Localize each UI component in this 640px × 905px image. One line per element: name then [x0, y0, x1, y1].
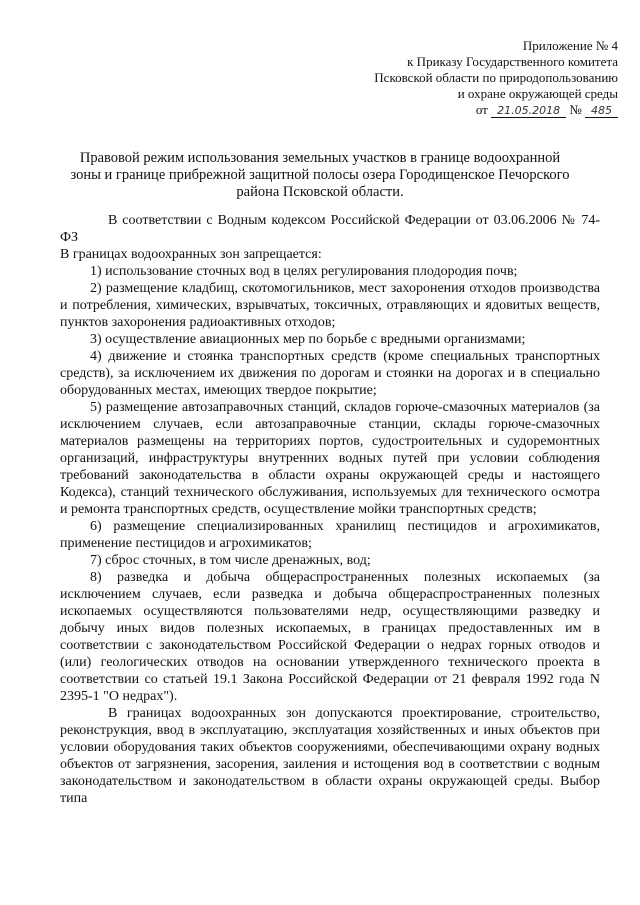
list-item: 7) сброс сточных, в том числе дренажных, вод; — [90, 553, 371, 568]
document-title: Правовой режим использования земельных участков в границе водоохранной зоны и границе прибрежной защитной полосы озера Городищенское Печорского района Псковской области. — [70, 150, 570, 200]
handwritten-date: 21.05.2018 — [491, 105, 566, 118]
list-item: 1) использование сточных вод в целях регулирования плодородия почв; — [90, 264, 518, 279]
number-prefix: № — [569, 102, 582, 117]
annex-number: Приложение № 4 — [522, 38, 618, 53]
list-item: 6) размещение специализированных хранилищ пестицидов и агрохимикатов, применение пестицидов и агрохимикатов; — [60, 519, 600, 551]
list-item: 2) размещение кладбищ, скотомогильников, мест захоронения отходов производства и потребления, химических, взрывчатых, токсичных, отравляющих и ядовитых веществ, пунктов захоронения радиоактивных отходов; — [60, 281, 600, 330]
annex-committee: Псковской области по природопользованию — [374, 70, 618, 85]
list-item: 5) размещение автозаправочных станций, складов горюче-смазочных материалов (за исключением случаев, если автозаправочные станции, склады горюче-смазочных материалов размещены на территориях портов, судостроительных и судоремонтных организаций, инфраструктуры внутренних водных путей при условии соблюдения требований законодательства в области охраны окружающей среды и настоящего Кодекса), станций технического обслуживания, используемых для технического осмотра и ремонта транспортных средств, осуществление мойки транспортных средств; — [60, 400, 600, 517]
date-prefix: от — [475, 102, 488, 117]
list-item: 8) разведка и добыча общераспространенных полезных ископаемых (за исключением случаев, если разведка и добыча общераспространенных полезных ископаемых осуществляются пользователями недр, осуществляющими разведку и добычу иных видов полезных ископаемых, в границах предоставленных им в соответствии с законодательством Российской Федерации о недрах горных отводов и (или) геологических отводов на основании утвержденного технического проекта в соответствии со статьей 19.1 Закона Российской Федерации от 21 февраля 1992 года N 2395-1 "О недрах"). — [60, 570, 600, 704]
list-item: 4) движение и стоянка транспортных средств (кроме специальных транспортных средств), за исключением их движения по дорогам и стоянки на дорогах и в специально оборудованных местах, имеющих твердое покрытие; — [60, 349, 600, 398]
document-body — [60, 212, 600, 807]
list-item: 3) осуществление авиационных мер по борьбе с вредными организмами; — [90, 332, 526, 347]
annex-order-ref: к Приказу Государственного комитета — [407, 54, 618, 69]
allowed-paragraph: В границах водоохранных зон допускаются проектирование, строительство, реконструкция, ввод в эксплуатацию, эксплуатация хозяйственных и иных объектов при условии оборудования таких объектов сооружениями, обеспечивающими охрану водных объектов от загрязнения, засорения, заиления и истощения вод в соответствии с водным законодательством и законодательством в области охраны окружающей среды. Выбор типа — [60, 706, 600, 806]
prohibited-header: В границах водоохранных зон запрещается: — [60, 247, 322, 262]
handwritten-number: 485 — [585, 105, 618, 118]
annex-date-line — [328, 102, 618, 118]
annex-committee-cont: и охране окружающей среды — [457, 86, 618, 101]
annex-header — [328, 38, 618, 118]
intro-paragraph: В соответствии с Водным кодексом Российской Федерации от 03.06.2006 № 74-ФЗ — [60, 213, 600, 245]
